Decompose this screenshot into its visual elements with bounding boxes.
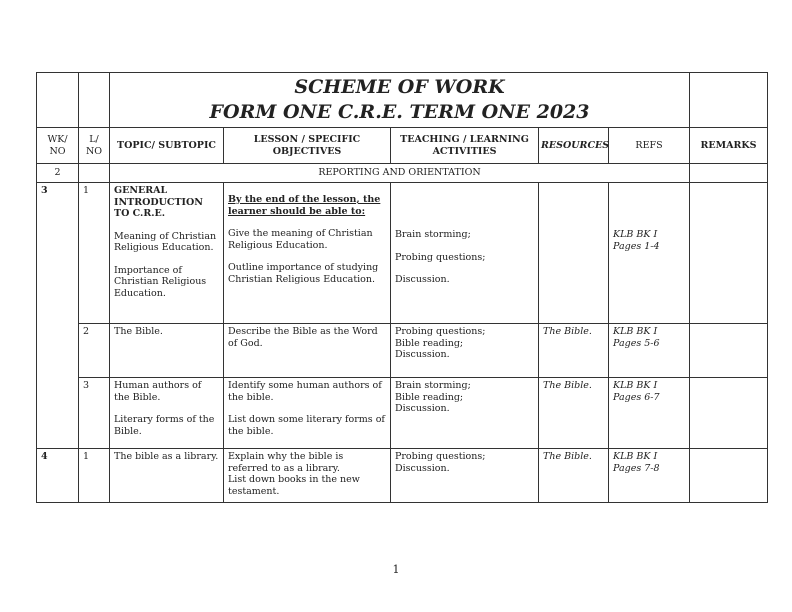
refs-cell bbox=[609, 324, 690, 378]
week-number: 2 bbox=[37, 164, 79, 183]
header-refs: REFS bbox=[609, 128, 690, 164]
remarks-cell bbox=[690, 183, 768, 324]
resources-cell: The Bible. bbox=[539, 378, 609, 449]
remarks-cell bbox=[690, 449, 768, 503]
lesson-number: 3 bbox=[79, 378, 110, 449]
activity: Probing questions; bbox=[395, 326, 486, 337]
objectives-cell bbox=[224, 183, 391, 324]
remarks-cell bbox=[690, 324, 768, 378]
document-subtitle: FORM ONE C.R.E. TERM ONE 2023 bbox=[209, 101, 590, 123]
refs-cell bbox=[609, 183, 690, 324]
topic-heading: GENERAL INTRODUCTION TO C.R.E. bbox=[114, 185, 203, 219]
resources-cell: The Bible. bbox=[539, 449, 609, 503]
activity: Discussion. bbox=[395, 274, 450, 285]
objectives-cell bbox=[224, 378, 391, 449]
objective: Outline importance of studying Christian Religious Education. bbox=[228, 262, 379, 285]
refs-cell bbox=[609, 449, 690, 503]
title-row bbox=[37, 73, 768, 128]
lesson-number: 1 bbox=[79, 183, 110, 324]
ref-book: KLB BK I bbox=[613, 380, 658, 391]
activity: Brain storming; bbox=[395, 380, 471, 391]
lesson-number: 1 bbox=[79, 449, 110, 503]
objective: List down books in the new testament. bbox=[228, 474, 360, 497]
reporting-orientation-text: REPORTING AND ORIENTATION bbox=[110, 164, 690, 183]
topic-cell bbox=[110, 378, 224, 449]
ref-pages: Pages 6-7 bbox=[613, 391, 660, 403]
objectives-cell bbox=[224, 449, 391, 503]
ref-pages: Pages 5-6 bbox=[613, 337, 660, 349]
title-cell bbox=[110, 73, 690, 128]
table-row bbox=[37, 378, 768, 449]
activity: Bible reading; bbox=[395, 391, 464, 403]
refs-cell bbox=[609, 378, 690, 449]
activities-cell bbox=[391, 449, 539, 503]
blank-cell bbox=[79, 73, 110, 128]
ref-book: KLB BK I bbox=[613, 451, 658, 462]
header-row bbox=[37, 128, 768, 164]
header-objectives: LESSON / SPECIFIC OBJECTIVES bbox=[224, 128, 391, 164]
blank-cell bbox=[37, 73, 79, 128]
topic-cell: The bible as a library. bbox=[110, 449, 224, 503]
header-wk: WK/ NO bbox=[37, 128, 79, 164]
blank-cell bbox=[690, 73, 768, 128]
ref-pages: Pages 7-8 bbox=[613, 462, 660, 474]
header-topic: TOPIC/ SUBTOPIC bbox=[110, 128, 224, 164]
activity: Discussion. bbox=[395, 403, 450, 414]
resources-cell: The Bible. bbox=[539, 324, 609, 378]
table-row bbox=[37, 324, 768, 378]
objective: Give the meaning of Christian Religious Education. bbox=[228, 228, 373, 251]
table-row-week-2 bbox=[37, 164, 768, 183]
remarks-cell bbox=[690, 378, 768, 449]
header-remarks: REMARKS bbox=[690, 128, 768, 164]
page-number: 1 bbox=[392, 563, 400, 576]
table-row bbox=[37, 183, 768, 324]
topic-cell: The Bible. bbox=[110, 324, 224, 378]
activity: Discussion. bbox=[395, 349, 450, 360]
blank-cell bbox=[79, 164, 110, 183]
week-number: 4 bbox=[37, 449, 79, 503]
activity: Discussion. bbox=[395, 462, 450, 474]
table-row bbox=[37, 449, 768, 503]
document-title: SCHEME OF WORK bbox=[294, 76, 505, 98]
subtopic: Human authors of the Bible. bbox=[114, 380, 202, 403]
header-activities: TEACHING / LEARNING ACTIVITIES bbox=[391, 128, 539, 164]
topic-cell bbox=[110, 183, 224, 324]
objective: Explain why the bible is referred to as a library. bbox=[228, 451, 344, 474]
activity: Probing questions; bbox=[395, 451, 486, 462]
week-number: 3 bbox=[37, 183, 79, 449]
subtopic: Literary forms of the Bible. bbox=[114, 414, 215, 437]
objective: Identify some human authors of the bible. bbox=[228, 380, 382, 403]
blank-cell bbox=[690, 164, 768, 183]
activities-cell bbox=[391, 324, 539, 378]
scheme-of-work-table bbox=[36, 72, 768, 503]
activity: Brain storming; bbox=[395, 229, 471, 240]
objectives-cell: Describe the Bible as the Word of God. bbox=[224, 324, 391, 378]
lesson-number: 2 bbox=[79, 324, 110, 378]
activity: Probing questions; bbox=[395, 251, 486, 263]
ref-book: KLB BK I bbox=[613, 229, 658, 240]
ref-book: KLB BK I bbox=[613, 326, 658, 337]
activity: Bible reading; bbox=[395, 337, 464, 349]
header-resources: RESOURCES bbox=[539, 128, 609, 164]
activities-cell bbox=[391, 378, 539, 449]
subtopic: Meaning of Christian Religious Education. bbox=[114, 230, 217, 253]
subtopic: Importance of Christian Religious Education. bbox=[114, 264, 207, 299]
ref-pages: Pages 1-4 bbox=[613, 240, 660, 252]
header-lesson-no: L/ NO bbox=[79, 128, 110, 164]
objectives-heading: By the end of the lesson, the learner should be able to: bbox=[228, 194, 381, 217]
resources-cell bbox=[539, 183, 609, 324]
objective: List down some literary forms of the bible. bbox=[228, 414, 385, 437]
activities-cell bbox=[391, 183, 539, 324]
